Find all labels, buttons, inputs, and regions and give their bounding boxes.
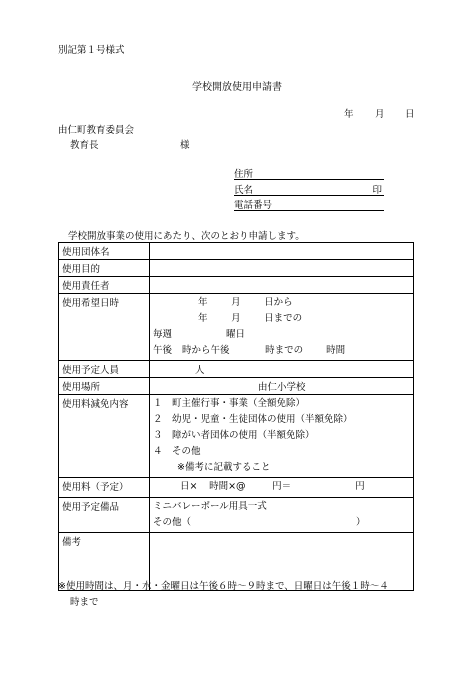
- fee-days: 日×: [180, 481, 198, 492]
- exemption-option[interactable]: １ 町主催行事・事業（全額免除）: [153, 398, 306, 409]
- form-number: 別記第１号様式: [58, 45, 125, 56]
- date-month-label: 月: [375, 109, 385, 120]
- table-row: [59, 260, 414, 277]
- equipment-item: ミニバレーボール用具一式: [153, 501, 267, 512]
- phone-label: 電話番号: [234, 200, 273, 211]
- dt-time-to: 時までの: [265, 345, 304, 356]
- address-field[interactable]: [234, 166, 384, 180]
- dt-time-from: 時から午後: [182, 345, 230, 356]
- recipient-org: 由仁町教育委員会: [58, 125, 135, 136]
- fee-rate: 円＝: [272, 481, 292, 492]
- group-name-field[interactable]: [150, 243, 414, 260]
- fee-hours: 時間×@: [209, 481, 246, 492]
- table-row: [59, 243, 414, 260]
- table-row: [59, 378, 414, 395]
- name-label: 氏名: [234, 185, 254, 196]
- footnote-line-2: 時まで: [70, 597, 99, 608]
- dt-from-year: 年: [198, 297, 208, 308]
- application-table: [58, 242, 414, 591]
- equipment-label: 使用予定備品: [59, 498, 150, 533]
- place-label: 使用場所: [59, 378, 150, 395]
- fee-total: 円: [355, 481, 365, 492]
- dt-time-pm: 午後: [153, 345, 173, 356]
- dt-time-hours: 時間: [326, 345, 346, 356]
- exemption-option[interactable]: ２ 幼児・児童・生徒団体の使用（半額免除）: [153, 414, 353, 425]
- table-row: [59, 294, 414, 361]
- fee-label: 使用料（予定）: [59, 478, 150, 498]
- address-label: 住所: [234, 169, 254, 180]
- place-value: 由仁小学校: [258, 382, 306, 393]
- people-unit: 人: [195, 365, 205, 376]
- exemption-note: ※備考に記載すること: [177, 462, 271, 473]
- people-label: 使用予定人員: [59, 361, 150, 378]
- remarks-label: 備考: [59, 533, 150, 591]
- date-year-label: 年: [344, 109, 354, 120]
- table-row: [59, 277, 414, 294]
- dt-to-month: 月: [231, 313, 241, 324]
- dt-to-year: 年: [198, 313, 208, 324]
- footnote-line-1: ※使用時間は、月・水・金曜日は午後６時～９時まで、日曜日は午後１時～４: [58, 581, 389, 592]
- place-field: [150, 378, 414, 395]
- group-name-label: 使用団体名: [59, 243, 150, 260]
- datetime-field[interactable]: [150, 294, 414, 361]
- fee-field[interactable]: [150, 478, 414, 498]
- responsible-field[interactable]: [150, 277, 414, 294]
- recipient-honorific: 様: [180, 140, 190, 151]
- intro-text: 学校開放事業の使用にあたり、次のとおり申請します。: [68, 231, 305, 242]
- responsible-label: 使用責任者: [59, 277, 150, 294]
- equipment-other-close: ）: [356, 517, 366, 528]
- exemption-option[interactable]: ４ その他: [153, 446, 201, 457]
- name-field[interactable]: [234, 182, 384, 196]
- exemption-option[interactable]: ３ 障がい者団体の使用（半額免除）: [153, 430, 315, 441]
- dt-weekly: 毎週: [153, 329, 173, 340]
- datetime-label: 使用希望日時: [59, 294, 150, 361]
- dt-to-day: 日までの: [264, 313, 303, 324]
- table-row: [59, 361, 414, 378]
- page-title: 学校開放使用申請書: [192, 82, 282, 93]
- phone-field[interactable]: [234, 197, 384, 211]
- exemption-field[interactable]: [150, 395, 414, 478]
- recipient-title: 教育長: [70, 140, 99, 151]
- equipment-field[interactable]: [150, 498, 414, 533]
- date-day-label: 日: [405, 109, 415, 120]
- purpose-field[interactable]: [150, 260, 414, 277]
- seal-label: 印: [372, 185, 382, 196]
- dt-weekday: 曜日: [226, 329, 246, 340]
- table-row: [59, 498, 414, 533]
- table-row: [59, 478, 414, 498]
- equipment-other: その他（: [153, 517, 192, 528]
- dt-from-month: 月: [231, 297, 241, 308]
- dt-from-day: 日から: [264, 297, 293, 308]
- purpose-label: 使用目的: [59, 260, 150, 277]
- table-row: [59, 395, 414, 478]
- people-field[interactable]: [150, 361, 414, 378]
- exemption-label: 使用料減免内容: [59, 395, 150, 478]
